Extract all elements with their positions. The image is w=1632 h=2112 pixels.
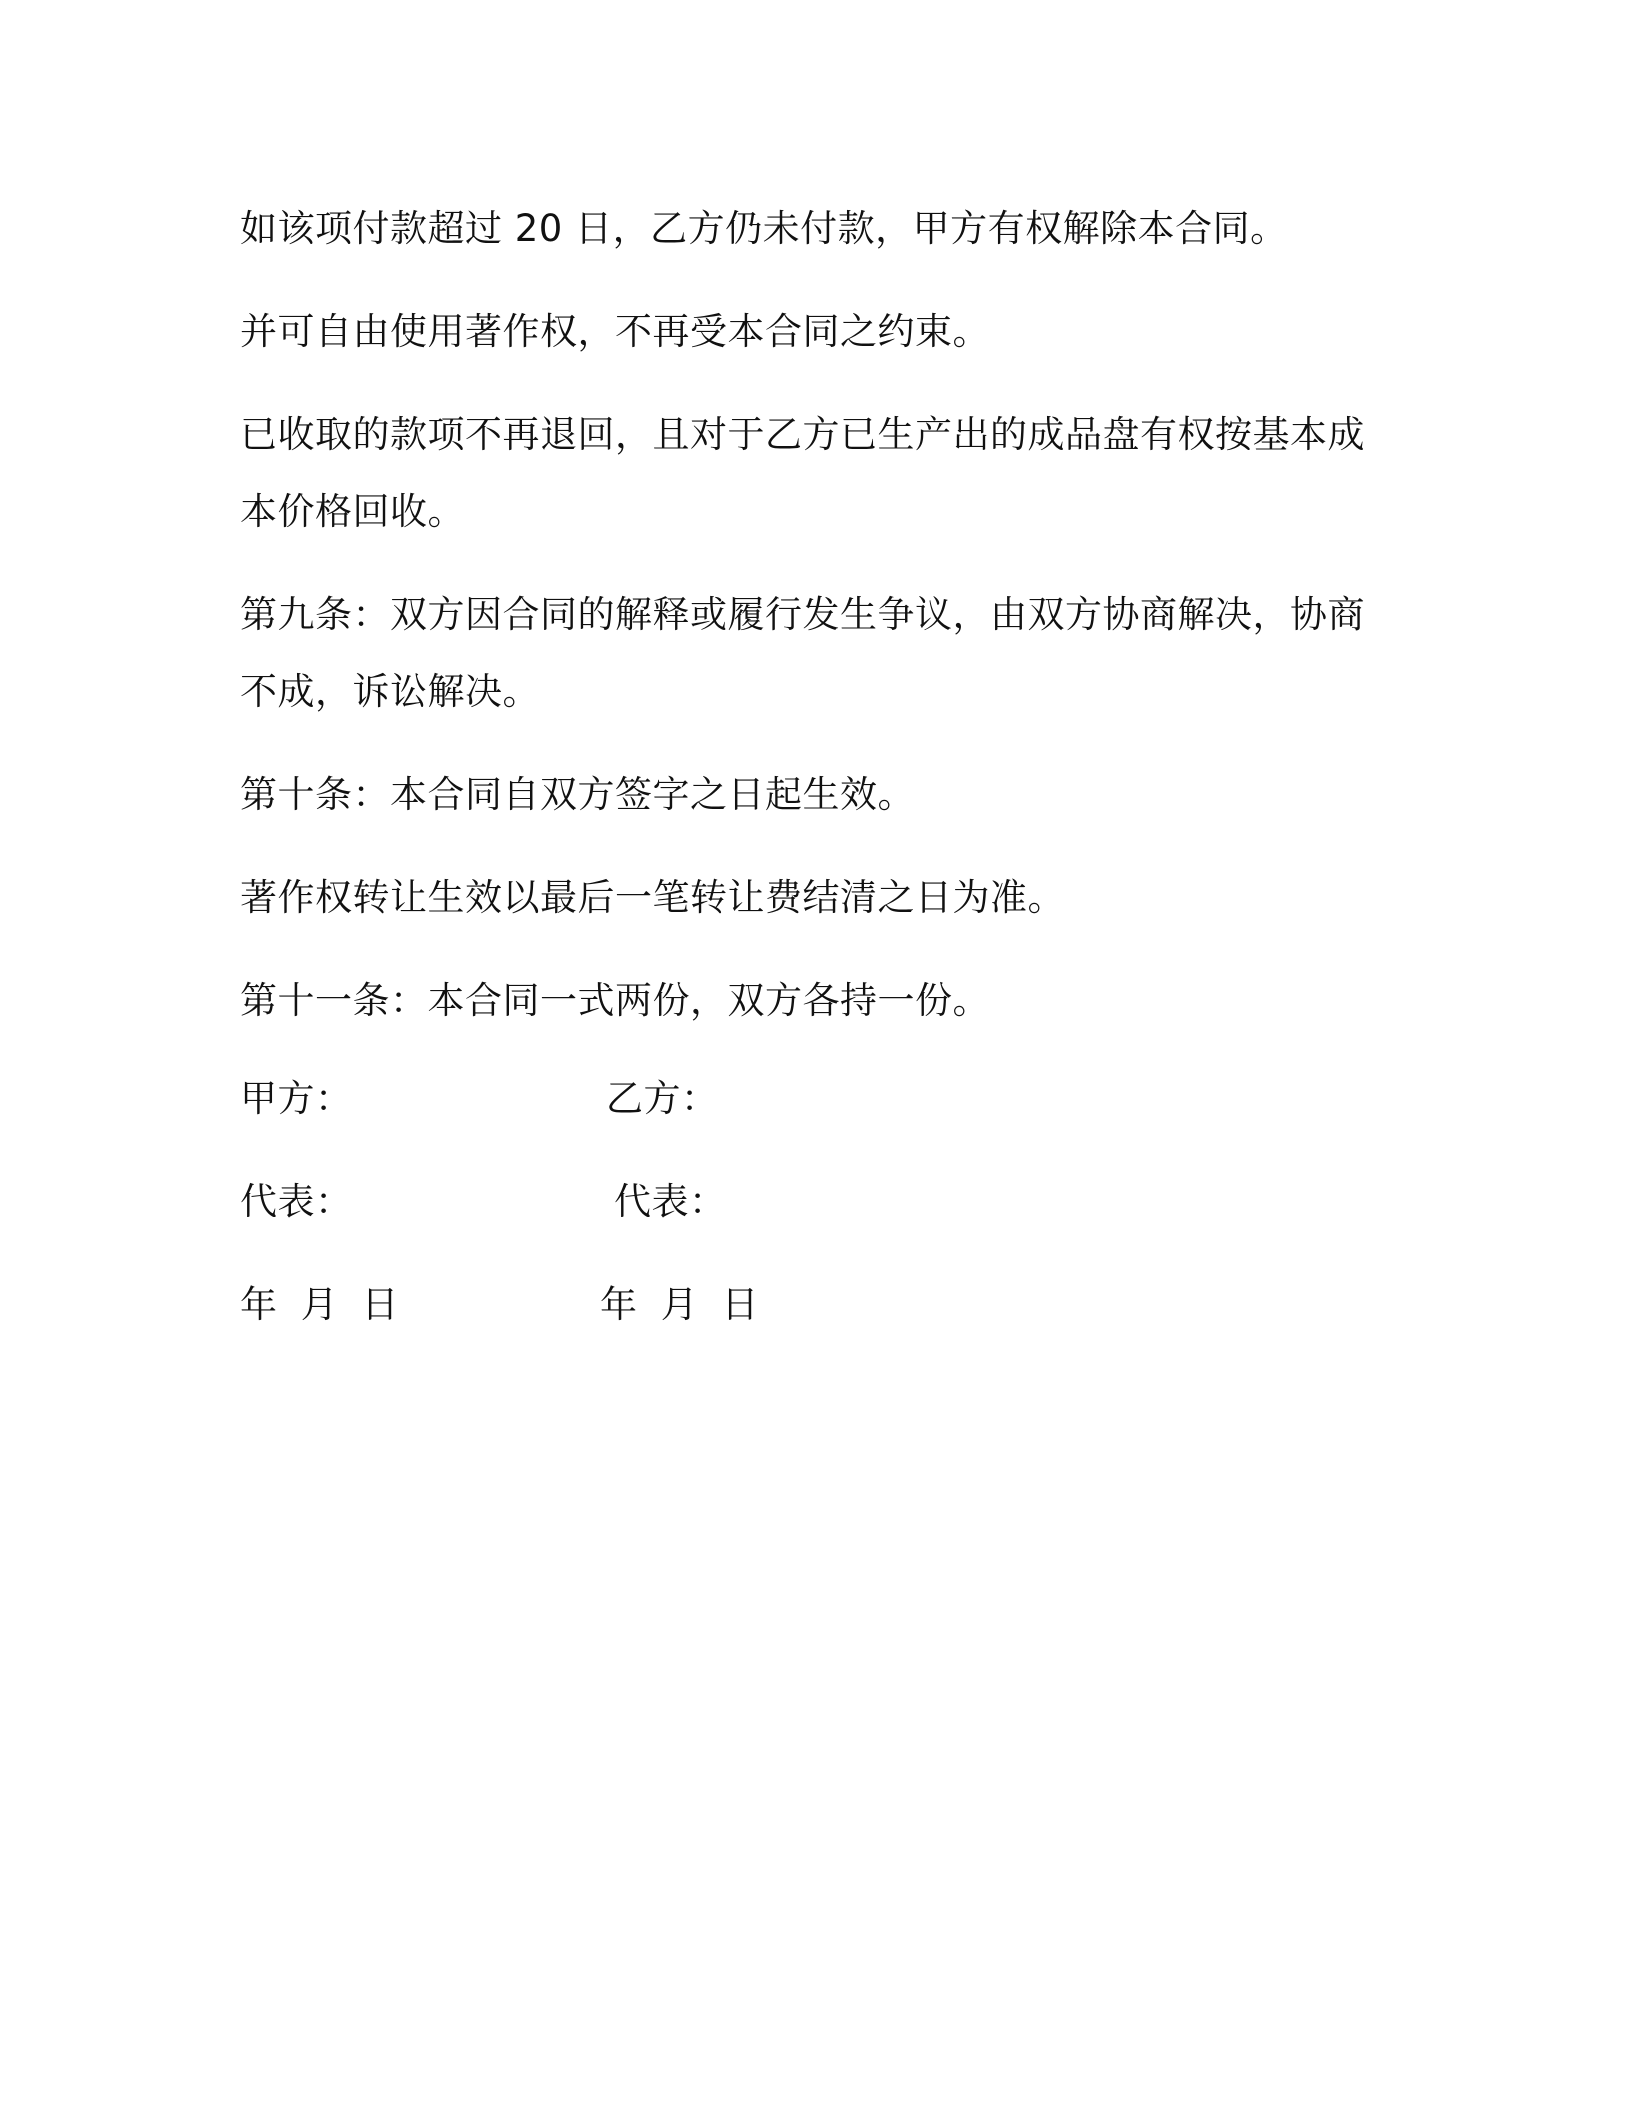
signature-party-row bbox=[240, 1060, 1370, 1137]
rep-b-label: 代表： bbox=[614, 1180, 727, 1223]
paragraph-no-refund: 已收取的款项不再退回，且对于乙方已生产出的成品盘有权按基本成本价格回收。 bbox=[240, 413, 1365, 533]
date-b: 年 月 日 bbox=[600, 1283, 765, 1326]
date-a: 年 月 日 bbox=[240, 1283, 405, 1326]
paragraph-article-10: 第十条：本合同自双方签字之日起生效。 bbox=[240, 773, 915, 816]
paragraph-article-9: 第九条：双方因合同的解释或履行发生争议，由双方协商解决，协商不成，诉讼解决。 bbox=[240, 593, 1365, 713]
paragraph-transfer-effective: 著作权转让生效以最后一笔转让费结清之日为准。 bbox=[240, 876, 1065, 919]
contract-body bbox=[240, 190, 1370, 1065]
party-b-label: 乙方： bbox=[606, 1077, 719, 1120]
signature-representative-row bbox=[240, 1163, 1370, 1240]
paragraph-copyright-use: 并可自由使用著作权，不再受本合同之约束。 bbox=[240, 310, 990, 353]
rep-a-label: 代表： bbox=[240, 1180, 353, 1223]
paragraph-article-11: 第十一条：本合同一式两份，双方各持一份。 bbox=[240, 979, 990, 1022]
party-a-label: 甲方： bbox=[240, 1077, 353, 1120]
signature-date-row bbox=[240, 1266, 1370, 1343]
paragraph-payment-overdue: 如该项付款超过 20 日，乙方仍未付款，甲方有权解除本合同。 bbox=[240, 207, 1288, 250]
